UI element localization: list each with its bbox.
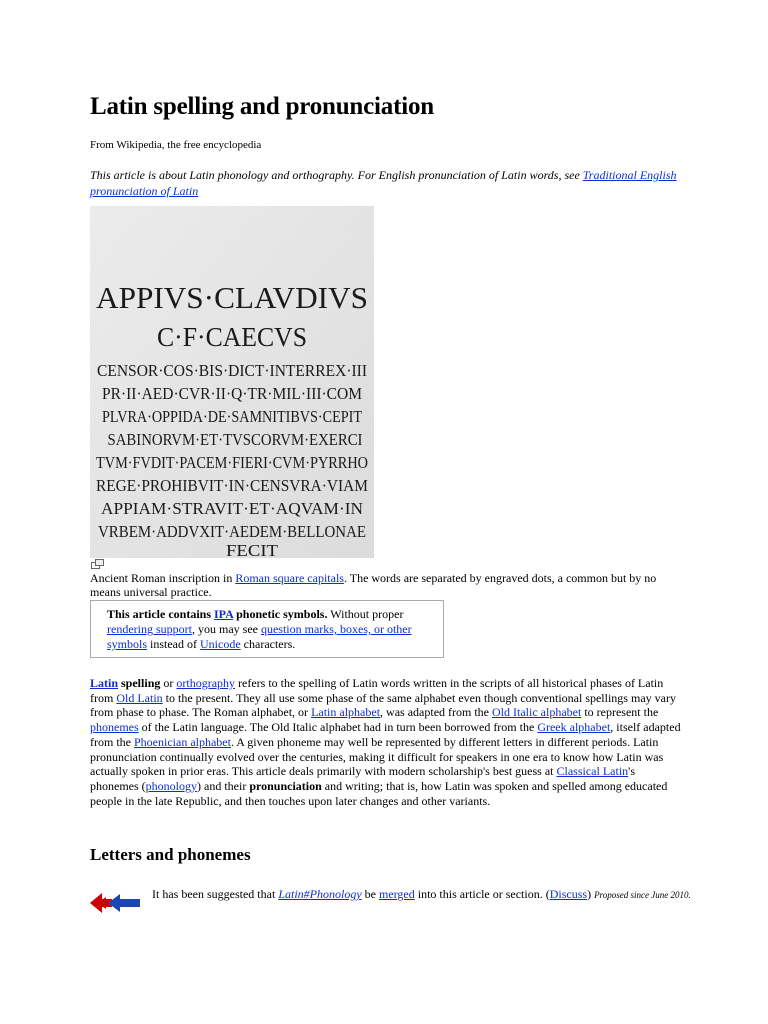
unicode-link[interactable]: Unicode (200, 637, 241, 651)
merge-text: be (361, 887, 379, 901)
inscription-line: APPIAM·STRAVIT·ET·AQVAM·IN (101, 499, 363, 518)
ipa-notice-lead (107, 607, 327, 621)
orthography-link[interactable]: orthography (176, 676, 236, 690)
old-latin-link[interactable]: Old Latin (116, 690, 163, 705)
site-subtitle: From Wikipedia, the free encyclopedia (90, 139, 262, 151)
intro-paragraph (90, 676, 682, 808)
para-text: to the present. They all use some phase of the same alphabet even though conventional spellings may vary from phase to phase. The Roman alphabet, or (90, 690, 676, 720)
para-text: ) and their (197, 778, 250, 793)
ipa-notice-text: , you may see (191, 622, 261, 636)
para-text: of the Latin language. The Old Italic alphabet had in turn been borrowed from the (138, 720, 538, 735)
rendering-support-link[interactable]: rendering support (107, 622, 192, 636)
inscription-line: SABINORVM·ET·TVSCORVM·EXERCI (107, 430, 363, 449)
inscription-line: APPIVS·CLAVDIVS (96, 280, 368, 315)
merge-arrows-icon (90, 892, 140, 914)
bold-term: spelling (118, 676, 161, 690)
latin-phonology-link[interactable]: Latin#Phonology (278, 887, 362, 901)
ipa-notice-text: phonetic symbols. (233, 607, 328, 621)
latin-link[interactable]: Latin (90, 676, 119, 690)
hatnote (90, 167, 680, 199)
para-text: refers to the spelling of Latin words written in the scripts of all historical phases of Latin from (90, 676, 664, 705)
phonology-link[interactable]: phonology (145, 778, 197, 793)
discuss-link[interactable]: Discuss (549, 887, 588, 901)
inscription-line: PR·II·AED·CVR·II·Q·TR·MIL·III·COM (102, 384, 362, 403)
merge-text: ) (587, 887, 595, 901)
caption-text: Ancient Roman inscription in (90, 571, 236, 585)
para-text: . A given phoneme may well be represented by different letters in different periods. Latin pronunciation continually evolved over the centuries, making it difficult for speakers in one era to know how Latin was actually spoken in prior eras. This article deals primarily with modern scholarship's best guess at (90, 734, 664, 779)
merge-text: It has been suggested that (152, 887, 279, 901)
ipa-link[interactable]: IPA (214, 607, 234, 621)
ipa-notice-text: instead of (147, 637, 201, 651)
classical-latin-link[interactable]: Classical Latin (556, 764, 629, 779)
ipa-notice-box (90, 600, 444, 658)
inscription-line: PLVRA·OPPIDA·DE·SAMNITIBVS·CEPIT (102, 407, 363, 426)
ipa-notice-text: Without proper (327, 607, 404, 621)
para-text: and writing; that is, how Latin was spoken and spelled among educated people in the late Republic, and then touches upon later changes and other variants. (90, 778, 668, 808)
phoenician-alphabet-link[interactable]: Phoenician alphabet (134, 734, 231, 749)
caption-text: . The words are separated by engraved dots, a common but by no means universal practice. (90, 571, 657, 599)
inscription-line: REGE·PROHIBVIT·IN·CENSVRA·VIAM (96, 476, 368, 495)
merge-text: into this article or section. ( (414, 887, 550, 901)
page-title: Latin spelling and pronunciation (90, 93, 434, 120)
para-text: , itself adapted from the (90, 720, 681, 749)
caption-link[interactable]: Roman square capitals (235, 571, 344, 585)
hatnote-text: This article is about Latin phonology and orthography. For English pronunciation of Latin words, see (90, 168, 583, 182)
proposed-date: Proposed since June 2010. (594, 890, 691, 900)
merged-link[interactable]: merged (378, 887, 415, 901)
bold-term: pronunciation (249, 778, 322, 793)
ipa-notice-text: This article contains (107, 607, 214, 621)
image-caption (90, 571, 680, 599)
old-italic-alphabet-link[interactable]: Old Italic alphabet (492, 705, 582, 720)
para-text: , was adapted from the (380, 705, 493, 720)
inscription-line: VRBEM·ADDVXIT·AEDEM·BELLONAE (98, 522, 366, 541)
latin-alphabet-link[interactable]: Latin alphabet (311, 705, 381, 720)
merge-notice (152, 887, 692, 903)
enlarge-icon[interactable] (91, 559, 104, 569)
para-text: 's phonemes ( (90, 764, 635, 793)
question-marks-link[interactable]: question marks, boxes, or other symbols (107, 622, 412, 651)
ipa-notice-text: characters. (240, 637, 296, 651)
section-heading: Letters and phonemes (90, 845, 251, 864)
hatnote-link[interactable]: Traditional English pronunciation of Latin (90, 168, 677, 198)
inscription-line: TVM·FVDIT·PACEM·FIERI·CVM·PYRRHO (96, 453, 368, 472)
para-text: or (160, 676, 177, 690)
greek-alphabet-link[interactable]: Greek alphabet (537, 720, 611, 735)
inscription-line: FECIT (226, 541, 279, 560)
para-text: to represent the (581, 705, 659, 720)
inscription-line: CENSOR·COS·BIS·DICT·INTERREX·III (97, 361, 368, 380)
phonemes-link[interactable]: phonemes (90, 720, 139, 735)
inscription-image[interactable] (90, 206, 374, 558)
inscription-line: C·F·CAECVS (157, 322, 307, 352)
